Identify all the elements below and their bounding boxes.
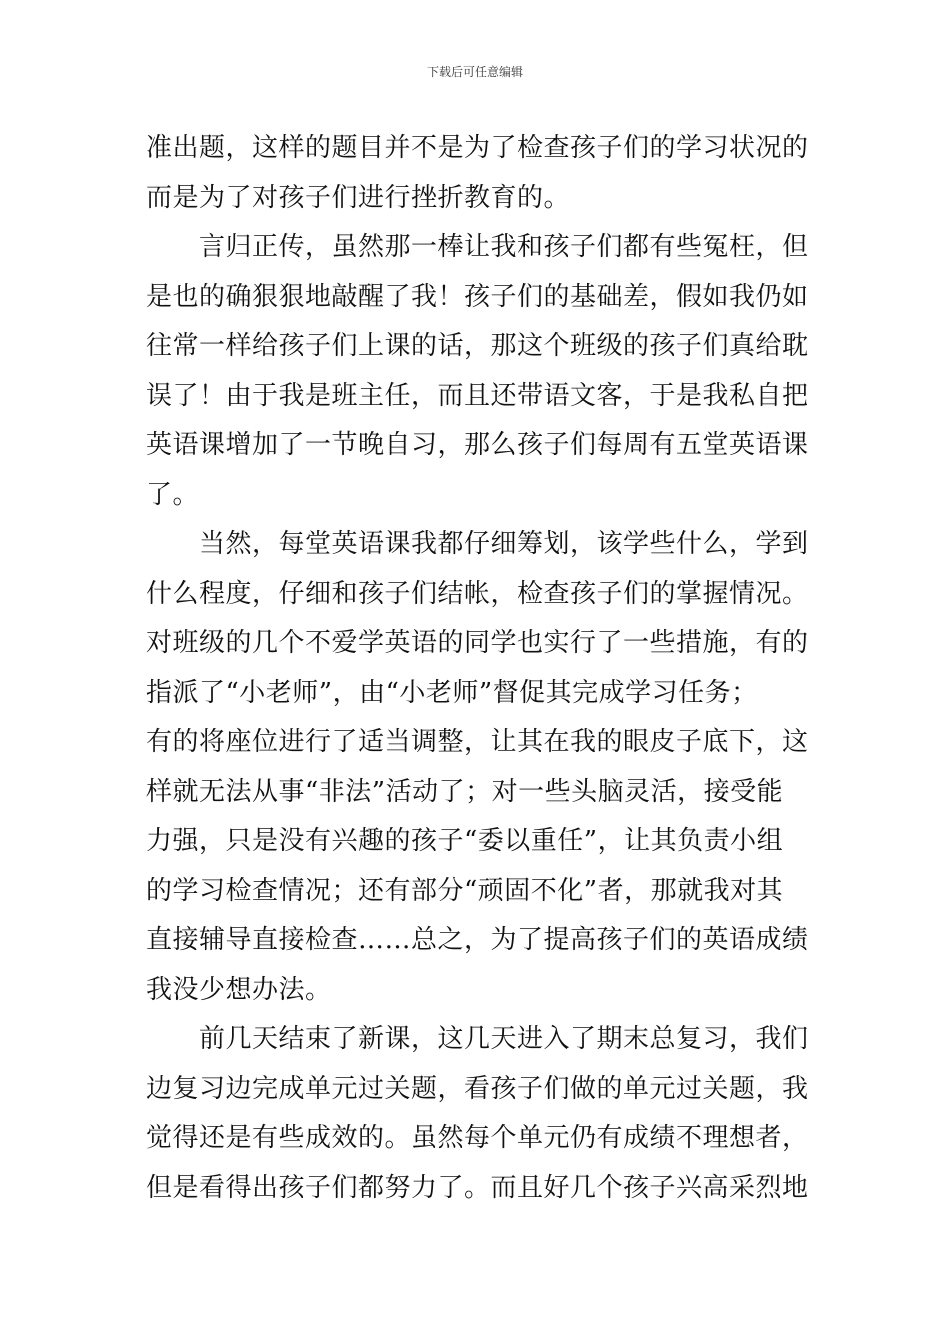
text-line: 直接辅导直接检查……总之，为了提高孩子们的英语成绩: [146, 925, 809, 955]
page-header: 下载后可任意编辑: [426, 65, 523, 79]
text-line: 的学习检查情况；还有部分“顽固不化”者，那就我对其: [146, 875, 784, 906]
text-line: 力强，只是没有兴趣的孩子“委以重任”，让其负责小组: [146, 826, 784, 856]
body-text: [146, 124, 810, 1213]
text-line: 而是为了对孩子们进行挫折教育的。: [146, 182, 571, 213]
text-line: 误了！由于我是班主任，而且还带语文客，于是我私自把: [146, 380, 809, 411]
text-line: 有的将座位进行了适当调整，让其在我的眼皮子底下，这: [146, 727, 809, 757]
text-line: 往常一样给孩子们上课的话，那这个班级的孩子们真给耽: [146, 331, 809, 361]
text-line: 但是看得出孩子们都努力了。而且好几个孩子兴高采烈地: [146, 1172, 809, 1203]
text-line: 我没少想办法。: [146, 974, 332, 1005]
text-line: 样就无法从事“非法”活动了；对一些头脑灵活，接受能: [146, 776, 784, 807]
text-line: 是也的确狠狠地敲醒了我！孩子们的基础差，假如我仍如: [146, 281, 809, 312]
text-line: 当然，每堂英语课我都仔细筹划，该学些什么，学到: [146, 529, 809, 559]
text-line: 觉得还是有些成效的。虽然每个单元仍有成绩不理想者，: [146, 1123, 809, 1153]
text-line: 边复习边完成单元过关题，看孩子们做的单元过关题，我: [146, 1073, 809, 1104]
text-line: 对班级的几个不爱学英语的同学也实行了一些措施，有的: [146, 628, 809, 658]
text-line: 言归正传，虽然那一棒让我和孩子们都有些冤枉，但: [146, 232, 809, 262]
text-line: 什么程度，仔细和孩子们结帐，检查孩子们的掌握情况。: [146, 578, 809, 609]
text-line: 指派了“小老师”，由“小老师”督促其完成学习任务；: [146, 677, 758, 708]
text-line: 准出题，这样的题目并不是为了检查孩子们的学习状况的: [146, 133, 809, 163]
text-line: 英语课增加了一节晚自习，那么孩子们每周有五堂英语课: [146, 430, 809, 460]
text-line: 了。: [146, 479, 200, 510]
text-line: 前几天结束了新课，这几天进入了期末总复习，我们: [146, 1024, 809, 1054]
